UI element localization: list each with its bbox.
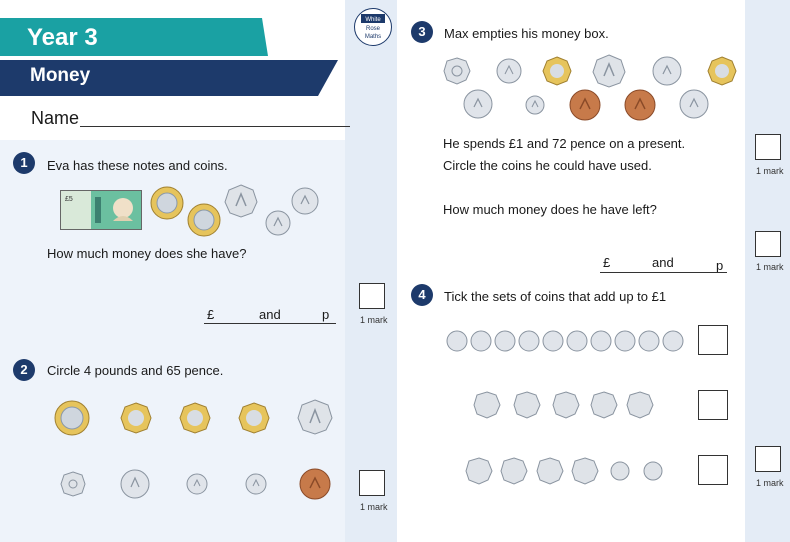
question-3-line-3: How much money does he have left? — [443, 202, 657, 217]
q3-mark-box-2[interactable] — [755, 231, 781, 257]
ten-pence-coin-icon — [265, 210, 291, 236]
two-pound-coin-icon — [150, 186, 184, 220]
question-1-number: 1 — [13, 152, 35, 174]
q3-mark-label-2: 1 mark — [756, 262, 784, 272]
svg-text:Rose: Rose — [365, 26, 381, 32]
five-pound-note-icon — [60, 190, 142, 230]
pound-symbol: £ — [207, 307, 215, 322]
two-pence-coin-icon — [624, 89, 656, 121]
ten-pence-coin-icon — [679, 89, 709, 119]
ten-pence-coin-icon — [463, 89, 493, 119]
question-3-number: 3 — [411, 21, 433, 43]
question-3-line-2: Circle the coins he could have used. — [443, 158, 652, 173]
two-pence-coin-icon — [569, 89, 601, 121]
two-pence-coin-icon — [299, 468, 331, 500]
ten-pence-coin-icon — [119, 468, 151, 500]
question-4-number: 4 — [411, 284, 433, 306]
tick-box-set-2[interactable] — [698, 390, 728, 420]
q2-mark-box[interactable] — [359, 470, 385, 496]
question-3-text: Max empties his money box. — [444, 26, 609, 41]
five-pence-coin-icon — [525, 95, 545, 115]
one-pound-coin-icon — [179, 402, 211, 434]
name-field[interactable] — [80, 126, 350, 127]
p-symbol: p — [716, 258, 724, 273]
tick-box-set-1[interactable] — [698, 325, 728, 355]
name-label: Name — [31, 108, 80, 128]
q1-answer-line[interactable] — [204, 323, 336, 324]
five-pence-coin-icon — [186, 473, 208, 495]
p-symbol: p — [322, 307, 330, 322]
two-pound-coin-icon — [187, 203, 221, 237]
q1-mark-box[interactable] — [359, 283, 385, 309]
and-word: and — [652, 255, 674, 270]
question-1-prompt: How much money does she have? — [47, 246, 247, 261]
svg-text:White: White — [365, 17, 381, 23]
two-pound-coin-icon — [54, 400, 90, 436]
question-3-line-1: He spends £1 and 72 pence on a present. — [443, 136, 686, 151]
ten-pence-coin-icon — [652, 56, 682, 86]
coin-set-3 — [465, 457, 670, 485]
question-2-number: 2 — [13, 359, 35, 381]
coin-set-2 — [473, 391, 663, 419]
fifty-pence-coin-icon — [592, 54, 626, 88]
q3-answer-line[interactable] — [600, 272, 727, 273]
q1-mark-label: 1 mark — [360, 315, 388, 325]
one-pound-coin-icon — [238, 402, 270, 434]
fifty-pence-coin-icon — [224, 184, 258, 218]
q4-mark-box[interactable] — [755, 446, 781, 472]
ten-pence-coin-icon — [290, 186, 320, 216]
topic-title: Money — [30, 65, 91, 86]
question-4-text: Tick the sets of coins that add up to £1 — [444, 289, 667, 304]
question-1-text: Eva has these notes and coins. — [47, 158, 228, 173]
q2-mark-label: 1 mark — [360, 502, 388, 512]
q3-mark-label-1: 1 mark — [756, 166, 784, 176]
five-pence-coin-icon — [245, 473, 267, 495]
pound-symbol: £ — [603, 255, 611, 270]
tick-box-set-3[interactable] — [698, 455, 728, 485]
coin-set-1 — [446, 329, 686, 353]
svg-text:£5: £5 — [65, 196, 73, 203]
year-title: Year 3 — [27, 24, 98, 51]
five-pence-coin-icon — [496, 58, 522, 84]
white-rose-maths-logo — [354, 8, 392, 46]
twenty-pence-coin-icon — [443, 57, 471, 85]
middle-margin-strip — [345, 0, 397, 542]
one-pound-coin-icon — [120, 402, 152, 434]
q4-mark-label: 1 mark — [756, 478, 784, 488]
question-2-text: Circle 4 pounds and 65 pence. — [47, 363, 224, 378]
and-word: and — [259, 307, 281, 322]
one-pound-coin-icon — [707, 56, 737, 86]
fifty-pence-coin-icon — [297, 399, 333, 435]
twenty-pence-coin-icon — [60, 471, 86, 497]
svg-text:Maths: Maths — [364, 34, 382, 40]
one-pound-coin-icon — [542, 56, 572, 86]
q3-mark-box-1[interactable] — [755, 134, 781, 160]
